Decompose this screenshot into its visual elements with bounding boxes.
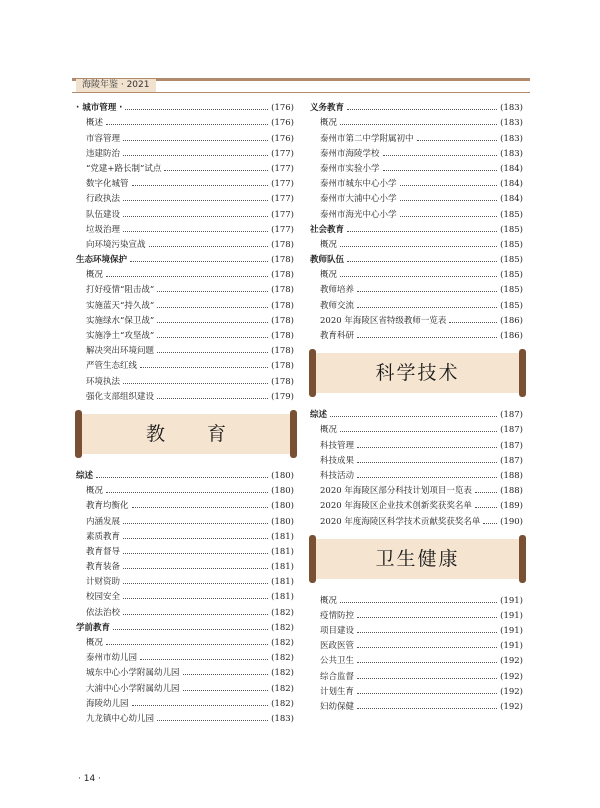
dot-leader [340, 246, 497, 247]
toc-entry[interactable] [310, 280, 523, 295]
toc-entry-title: 教师交流 [320, 300, 355, 311]
toc-entry-title: 向环境污染宣战 [86, 239, 146, 250]
toc-section-preschool [76, 618, 294, 724]
toc-page-ref: (185) [500, 224, 523, 235]
toc-entry-title: 公共卫生 [320, 656, 355, 667]
toc-entry-title: 队伍建设 [86, 209, 121, 220]
dot-leader [123, 568, 268, 569]
toc-entry-title: 科技管理 [320, 440, 355, 451]
dot-leader [330, 416, 497, 417]
dot-leader [183, 690, 269, 691]
dot-leader [449, 322, 497, 323]
toc-page-ref: (183) [271, 713, 294, 724]
toc-page-ref: (188) [500, 470, 523, 481]
toc-entry-title: 综合监督 [320, 671, 355, 682]
toc-entry-title: 生态环境保护 [76, 255, 128, 266]
toc-entry-title: 泰州市城东中心小学 [320, 179, 397, 190]
toc-page-ref: (182) [271, 622, 294, 633]
toc-entry[interactable] [76, 481, 294, 496]
dot-leader [132, 705, 269, 706]
dot-leader [157, 352, 268, 353]
toc-page-ref: (186) [500, 315, 523, 326]
toc-entry-title: 科技活动 [320, 470, 355, 481]
toc-entry[interactable] [76, 341, 294, 356]
toc-page-ref: (182) [271, 683, 294, 694]
dot-leader [357, 693, 497, 694]
dot-leader [106, 644, 268, 645]
dot-leader [347, 231, 497, 232]
toc-entry[interactable] [76, 265, 294, 280]
dot-leader [125, 109, 268, 110]
toc-section-ecology [76, 250, 294, 402]
toc-entry[interactable] [76, 113, 294, 128]
toc-entry-title: · 城市管理 · [76, 103, 123, 114]
toc-entry-title: 教育科研 [320, 331, 355, 341]
toc-page-ref: (178) [271, 255, 294, 266]
toc-section-city-management [76, 98, 294, 250]
toc-entry[interactable] [76, 542, 294, 557]
toc-entry[interactable] [76, 496, 294, 511]
toc-entry[interactable] [76, 633, 294, 648]
toc-entry[interactable] [310, 174, 523, 189]
dot-leader [157, 398, 268, 399]
toc-entry-title: 概况 [320, 425, 338, 436]
dot-leader [357, 678, 497, 679]
dot-leader [132, 507, 269, 508]
toc-page-ref: (179) [271, 391, 294, 402]
toc-entry[interactable] [310, 435, 523, 450]
toc-section-health [310, 591, 523, 713]
toc-entry-title: 概况 [320, 118, 338, 129]
dot-leader [140, 659, 268, 660]
toc-entry-title: 内涵发展 [86, 516, 121, 527]
toc-section-heading[interactable] [76, 250, 294, 265]
toc-entry[interactable] [76, 174, 294, 189]
dot-leader [357, 662, 497, 663]
toc-entry[interactable] [76, 371, 294, 386]
toc-entry[interactable] [76, 235, 294, 250]
toc-section-education-overview [76, 466, 294, 618]
toc-page-ref: (192) [500, 671, 523, 682]
dot-leader [340, 431, 497, 432]
dot-leader [106, 276, 268, 277]
toc-entry-title: 环境执法 [86, 376, 121, 387]
toc-entry-title: 概况 [86, 638, 104, 648]
toc-page-ref: (187) [500, 455, 523, 466]
toc-page-ref: (185) [500, 285, 523, 296]
toc-entry-title: 2020 年海陵区企业技术创新奖获奖名单 [320, 501, 472, 512]
toc-entry[interactable] [310, 636, 523, 651]
toc-page-ref: (185) [500, 270, 523, 281]
chapter-banner-education [78, 414, 294, 454]
dot-leader [183, 674, 269, 675]
toc-page-ref: (177) [271, 194, 294, 205]
toc-entry[interactable] [76, 326, 294, 341]
toc-entry-title: 教师队伍 [310, 255, 345, 266]
toc-page-ref: (176) [271, 133, 294, 144]
dot-leader [157, 291, 268, 292]
dot-leader [123, 383, 268, 384]
toc-page-ref: (181) [271, 562, 294, 573]
toc-section-science-overview [310, 405, 523, 527]
toc-entry[interactable] [76, 572, 294, 587]
toc-entry-title: 强化支部组织建设 [86, 391, 155, 402]
toc-page-ref: (178) [271, 331, 294, 341]
toc-page-ref: (182) [271, 668, 294, 679]
toc-page-ref: (187) [500, 410, 523, 421]
dot-leader [96, 477, 268, 478]
toc-entry[interactable] [310, 591, 523, 606]
toc-page-ref: (187) [500, 440, 523, 451]
dot-leader [383, 170, 498, 171]
toc-entry-title: 2020 年海陵区省特级教师一览表 [320, 315, 447, 326]
toc-entry-title: 解决突出环境问题 [86, 346, 155, 357]
toc-entry[interactable] [310, 204, 523, 219]
toc-page-ref: (190) [500, 516, 523, 527]
toc-page-ref: (187) [500, 425, 523, 436]
toc-page-ref: (181) [271, 592, 294, 603]
dot-leader [357, 647, 497, 648]
toc-entry-title: 九龙镇中心幼儿园 [86, 713, 155, 724]
toc-page-ref: (180) [271, 486, 294, 497]
toc-entry-title: 城东中心小学附属幼儿园 [86, 668, 180, 679]
toc-entry-title: 违建防治 [86, 148, 121, 159]
toc-entry[interactable] [76, 144, 294, 159]
toc-entry-title: 数字化城管 [86, 179, 129, 190]
dot-leader [157, 720, 268, 721]
toc-page-ref: (178) [271, 376, 294, 387]
toc-entry[interactable] [76, 587, 294, 602]
toc-entry[interactable] [76, 280, 294, 295]
toc-entry[interactable] [76, 602, 294, 617]
toc-page-ref: (183) [500, 103, 523, 114]
toc-entry-title: 2020 年海陵区部分科技计划项目一览表 [320, 486, 472, 497]
toc-page-ref: (191) [500, 626, 523, 637]
dot-leader [123, 200, 268, 201]
dot-leader [123, 216, 268, 217]
toc-page-ref: (180) [271, 516, 294, 527]
dot-leader [123, 538, 268, 539]
toc-page-ref: (181) [271, 577, 294, 588]
toc-entry-title: 实施蓝天“持久战” [86, 300, 155, 311]
toc-entry[interactable] [76, 511, 294, 526]
toc-page-ref: (178) [271, 239, 294, 250]
toc-entry-title: 泰州市幼儿园 [86, 653, 138, 664]
toc-section-teachers [310, 250, 523, 341]
toc-page-ref: (186) [500, 331, 523, 341]
dot-leader [140, 367, 268, 368]
toc-entry[interactable] [76, 663, 294, 678]
dot-leader [123, 155, 268, 156]
header-rule-thin [72, 92, 530, 93]
dot-leader [357, 337, 497, 338]
toc-entry[interactable] [310, 265, 523, 280]
toc-entry[interactable] [76, 295, 294, 310]
toc-page-ref: (184) [500, 179, 523, 190]
toc-entry[interactable] [310, 496, 523, 511]
dot-leader [340, 124, 497, 125]
toc-entry-title: 综述 [76, 470, 94, 481]
toc-entry[interactable] [310, 511, 523, 526]
toc-page-ref: (177) [271, 148, 294, 159]
toc-entry[interactable] [310, 481, 523, 496]
toc-page-ref: (184) [500, 194, 523, 205]
dot-leader [123, 553, 268, 554]
toc-entry[interactable] [310, 159, 523, 174]
toc-entry-title: 素质教育 [86, 531, 121, 542]
toc-entry[interactable] [310, 666, 523, 681]
toc-section-heading[interactable] [76, 466, 294, 481]
dot-leader [123, 614, 268, 615]
dot-leader [347, 261, 497, 262]
toc-entry[interactable] [76, 311, 294, 326]
toc-page-ref: (185) [500, 300, 523, 311]
toc-left-column [76, 98, 294, 724]
dot-leader [164, 170, 268, 171]
toc-entry[interactable] [310, 651, 523, 666]
toc-entry[interactable] [76, 204, 294, 219]
chapter-title: 卫生健康 [375, 547, 460, 570]
dot-leader [357, 632, 497, 633]
toc-entry[interactable] [310, 113, 523, 128]
toc-page-ref: (180) [271, 501, 294, 512]
toc-section-heading[interactable] [310, 250, 523, 265]
chapter-banner-health [312, 539, 523, 579]
toc-entry-title: 科技成果 [320, 455, 355, 466]
toc-entry-title: 泰州市海陵学校 [320, 148, 380, 159]
dot-leader [383, 155, 498, 156]
toc-entry[interactable] [76, 527, 294, 542]
toc-entry[interactable] [310, 420, 523, 435]
dot-leader [357, 291, 497, 292]
toc-entry[interactable] [310, 189, 523, 204]
dot-leader [357, 462, 497, 463]
toc-entry-title: 综述 [310, 410, 328, 421]
toc-entry-title: 市容管理 [86, 133, 121, 144]
toc-entry-title: 概况 [320, 239, 338, 250]
toc-page-ref: (191) [500, 610, 523, 621]
toc-entry[interactable] [310, 311, 523, 326]
toc-entry[interactable] [76, 387, 294, 402]
dot-leader [123, 598, 268, 599]
dot-leader [357, 617, 497, 618]
toc-entry-title: 严管生态红线 [86, 361, 138, 372]
toc-entry[interactable] [310, 606, 523, 621]
toc-page-ref: (177) [271, 224, 294, 235]
toc-entry-title: 海陵幼儿园 [86, 698, 129, 709]
toc-page-ref: (178) [271, 300, 294, 311]
toc-section-heading[interactable] [76, 98, 294, 113]
toc-entry-title: 计财资助 [86, 577, 121, 588]
toc-entry-title: 医政医管 [320, 641, 355, 652]
toc-entry[interactable] [76, 159, 294, 174]
dot-leader [357, 447, 497, 448]
toc-section-social-education [310, 220, 523, 250]
toc-entry-title: 义务教育 [310, 103, 345, 114]
toc-page-ref: (178) [271, 285, 294, 296]
dot-leader [400, 185, 498, 186]
toc-entry-title: 项目建设 [320, 626, 355, 637]
toc-page-ref: (182) [271, 698, 294, 709]
toc-entry[interactable] [76, 189, 294, 204]
toc-entry[interactable] [310, 621, 523, 636]
toc-entry-title: 泰州市海光中心小学 [320, 209, 397, 220]
toc-page-ref: (183) [500, 148, 523, 159]
toc-page-ref: (192) [500, 656, 523, 667]
toc-page-ref: (180) [271, 470, 294, 481]
toc-entry-title: 概述 [86, 118, 104, 129]
dot-leader [132, 185, 269, 186]
toc-section-heading[interactable] [310, 405, 523, 420]
dot-leader [123, 140, 268, 141]
toc-page-ref: (189) [500, 501, 523, 512]
toc-entry-title: 概况 [320, 595, 338, 606]
toc-entry[interactable] [76, 709, 294, 724]
toc-page-ref: (182) [271, 638, 294, 648]
toc-entry[interactable] [310, 295, 523, 310]
toc-entry-title: 打好疫情“阻击战” [86, 285, 155, 296]
toc-entry-title: 实施绿水“保卫战” [86, 315, 155, 326]
toc-entry[interactable] [310, 144, 523, 159]
toc-entry[interactable] [76, 648, 294, 663]
toc-entry-title: 实施净土“攻坚战” [86, 331, 155, 341]
toc-entry[interactable] [76, 128, 294, 143]
toc-entry[interactable] [76, 356, 294, 371]
toc-entry-title: 大浦中心小学附属幼儿园 [86, 683, 180, 694]
toc-entry-title: 计划生育 [320, 686, 355, 697]
toc-page-ref: (181) [271, 546, 294, 557]
dot-leader [157, 307, 268, 308]
toc-entry[interactable] [310, 128, 523, 143]
toc-page-ref: (192) [500, 702, 523, 712]
dot-leader [357, 307, 497, 308]
dot-leader [357, 708, 497, 709]
toc-entry-title: 疫情防控 [320, 610, 355, 621]
toc-right-column [310, 98, 523, 712]
toc-entry[interactable] [76, 678, 294, 693]
toc-page-ref: (178) [271, 315, 294, 326]
dot-leader [123, 523, 268, 524]
dot-leader [475, 492, 497, 493]
toc-entry[interactable] [310, 235, 523, 250]
toc-entry-title: “党建+路长制”试点 [86, 163, 162, 174]
dot-leader [130, 261, 268, 262]
dot-leader [113, 629, 268, 630]
dot-leader [340, 602, 497, 603]
dot-leader [483, 523, 497, 524]
running-header: 海陵年鉴 · 2021 [76, 79, 156, 92]
toc-page-ref: (178) [271, 346, 294, 357]
toc-page-ref: (185) [500, 239, 523, 250]
toc-entry-title: 学前教育 [76, 622, 111, 633]
toc-entry-title: 教育装备 [86, 562, 121, 573]
toc-entry-title: 行政执法 [86, 194, 121, 205]
toc-page-ref: (178) [271, 270, 294, 281]
toc-entry-title: 2020 年度海陵区科学技术贡献奖获奖名单 [320, 516, 481, 527]
dot-leader [106, 492, 268, 493]
chapter-title: 科学技术 [375, 362, 460, 384]
toc-page-ref: (183) [500, 118, 523, 129]
dot-leader [347, 109, 497, 110]
dot-leader [157, 322, 268, 323]
toc-page-ref: (182) [271, 607, 294, 618]
toc-entry-title: 垃圾治理 [86, 224, 121, 235]
dot-leader [157, 337, 268, 338]
toc-entry-title: 概况 [320, 270, 338, 281]
toc-page-ref: (192) [500, 686, 523, 697]
toc-entry-title: 校园安全 [86, 592, 121, 603]
toc-page-ref: (177) [271, 163, 294, 174]
toc-entry-title: 概况 [86, 270, 104, 281]
chapter-title: 教 育 [145, 422, 245, 445]
dot-leader [475, 507, 497, 508]
toc-page-ref: (191) [500, 641, 523, 652]
toc-page-ref: (184) [500, 163, 523, 174]
toc-entry-title: 妇幼保健 [320, 702, 355, 712]
toc-page-ref: (181) [271, 531, 294, 542]
toc-entry[interactable] [310, 451, 523, 466]
toc-page-ref: (177) [271, 179, 294, 190]
toc-page-ref: (176) [271, 103, 294, 114]
chapter-banner-science [312, 353, 523, 393]
dot-leader [417, 140, 498, 141]
toc-page-ref: (176) [271, 118, 294, 129]
toc-entry[interactable] [310, 697, 523, 712]
dot-leader [123, 583, 268, 584]
toc-page-ref: (185) [500, 255, 523, 266]
toc-entry-title: 泰州市实验小学 [320, 163, 380, 174]
toc-entry-title: 社会教育 [310, 224, 345, 235]
toc-entry-title: 教育均衡化 [86, 501, 129, 512]
toc-page-ref: (178) [271, 361, 294, 372]
toc-page-ref: (188) [500, 486, 523, 497]
toc-page-ref: (182) [271, 653, 294, 664]
toc-page-ref: (185) [500, 209, 523, 220]
dot-leader [106, 124, 268, 125]
toc-entry-title: 依法治校 [86, 607, 121, 618]
page-number: · 14 · [78, 774, 101, 784]
dot-leader [340, 276, 497, 277]
toc-section-heading[interactable] [310, 98, 523, 113]
dot-leader [357, 477, 497, 478]
toc-entry[interactable] [310, 326, 523, 341]
toc-section-heading[interactable] [76, 618, 294, 633]
toc-entry-title: 教师培养 [320, 285, 355, 296]
toc-entry-title: 泰州市大浦中心小学 [320, 194, 397, 205]
toc-entry-title: 泰州市第二中学附属初中 [320, 133, 414, 144]
dot-leader [400, 200, 498, 201]
toc-entry[interactable] [76, 220, 294, 235]
toc-page-ref: (177) [271, 209, 294, 220]
toc-section-heading[interactable] [310, 220, 523, 235]
toc-page-ref: (191) [500, 595, 523, 606]
toc-section-compulsory-education [310, 98, 523, 220]
toc-entry-title: 概况 [86, 486, 104, 497]
toc-entry[interactable] [76, 694, 294, 709]
toc-entry[interactable] [310, 682, 523, 697]
toc-entry[interactable] [310, 466, 523, 481]
dot-leader [123, 231, 268, 232]
toc-entry[interactable] [76, 557, 294, 572]
dot-leader [400, 216, 498, 217]
toc-entry-title: 教育督导 [86, 546, 121, 557]
dot-leader [149, 246, 269, 247]
toc-page-ref: (183) [500, 133, 523, 144]
